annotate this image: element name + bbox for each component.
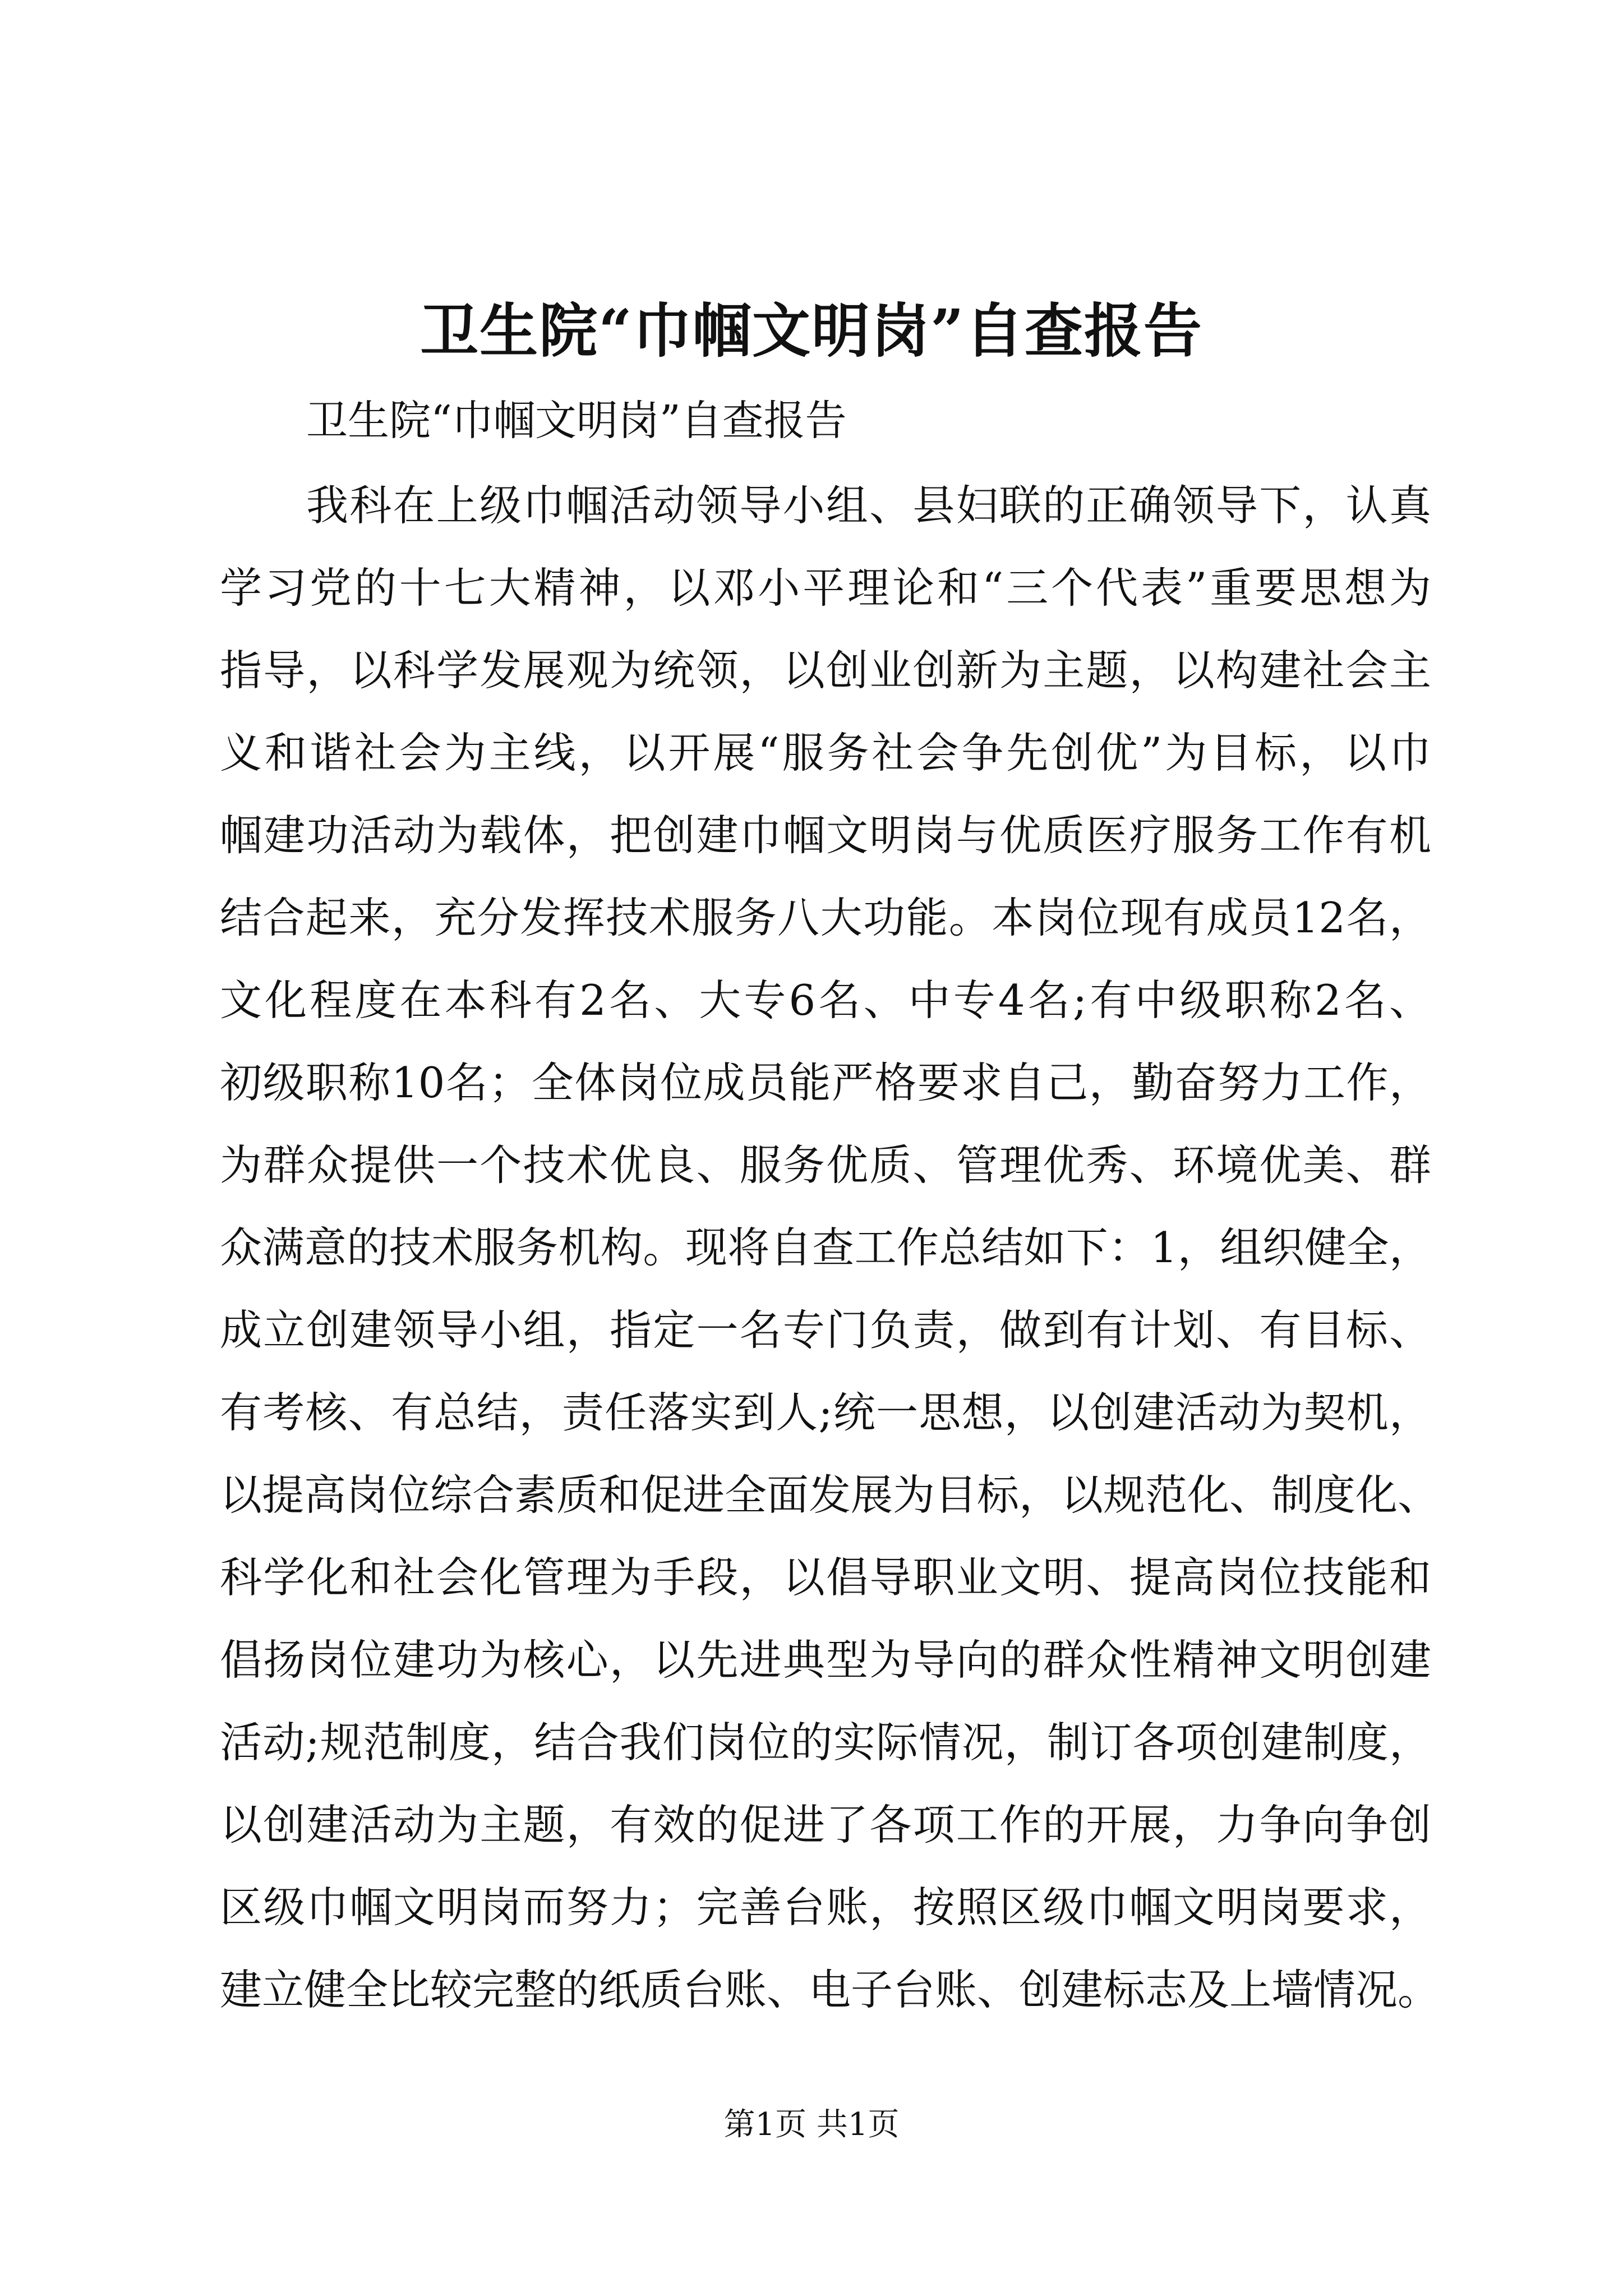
- body-line: 帼建功活动为载体，把创建巾帼文明岗与优质医疗服务工作有机: [220, 811, 1431, 860]
- body-line: 义和谐社会为主线，以开展“服务社会争先创优”为目标，以巾: [220, 728, 1431, 777]
- document-title: 卫生院“巾帼文明岗”自查报告: [420, 296, 1203, 365]
- body-text: [220, 464, 1440, 2031]
- body-line: 成立创建领导小组，指定一名专门负责，做到有计划、有目标、: [220, 1305, 1431, 1355]
- body-line: 学习党的十七大精神，以邓小平理论和“三个代表”重要思想为: [220, 563, 1431, 613]
- body-line: 以创建活动为主题，有效的促进了各项工作的开展，力争向争创: [220, 1800, 1431, 1849]
- body-line: 文化程度在本科有2名、大专6名、中专4名;有中级职称2名、: [220, 976, 1431, 1025]
- body-line: 有考核、有总结，责任落实到人;统一思想，以创建活动为契机，: [220, 1388, 1431, 1437]
- body-line: 我科在上级巾帼活动领导小组、县妇联的正确领导下，认真: [306, 481, 1431, 530]
- body-line: 结合起来，充分发挥技术服务八大功能。本岗位现有成员12名，: [220, 893, 1431, 942]
- body-line: 指导，以科学发展观为统领，以创业创新为主题，以构建社会主: [220, 646, 1431, 695]
- body-line: 为群众提供一个技术优良、服务优质、管理优秀、环境优美、群: [220, 1140, 1431, 1190]
- document-subtitle: 卫生院“巾帼文明岗”自查报告: [306, 397, 847, 445]
- body-line: 区级巾帼文明岗而努力；完善台账，按照区级巾帼文明岗要求，: [220, 1883, 1431, 1932]
- body-line: 建立健全比较完整的纸质台账、电子台账、创建标志及上墙情况。: [220, 1965, 1440, 2014]
- body-line: 科学化和社会化管理为手段，以倡导职业文明、提高岗位技能和: [220, 1553, 1431, 1602]
- body-line: 初级职称10名；全体岗位成员能严格要求自己，勤奋努力工作，: [220, 1058, 1431, 1107]
- body-line: 活动;规范制度，结合我们岗位的实际情况，制订各项创建制度，: [220, 1718, 1431, 1767]
- body-line: 众满意的技术服务机构。现将自查工作总结如下：1，组织健全，: [220, 1223, 1431, 1272]
- page-footer: 第1页 共1页: [723, 2106, 900, 2143]
- body-line: 倡扬岗位建功为核心，以先进典型为导向的群众性精神文明创建: [220, 1635, 1431, 1685]
- body-line: 以提高岗位综合素质和促进全面发展为目标，以规范化、制度化、: [220, 1470, 1440, 1520]
